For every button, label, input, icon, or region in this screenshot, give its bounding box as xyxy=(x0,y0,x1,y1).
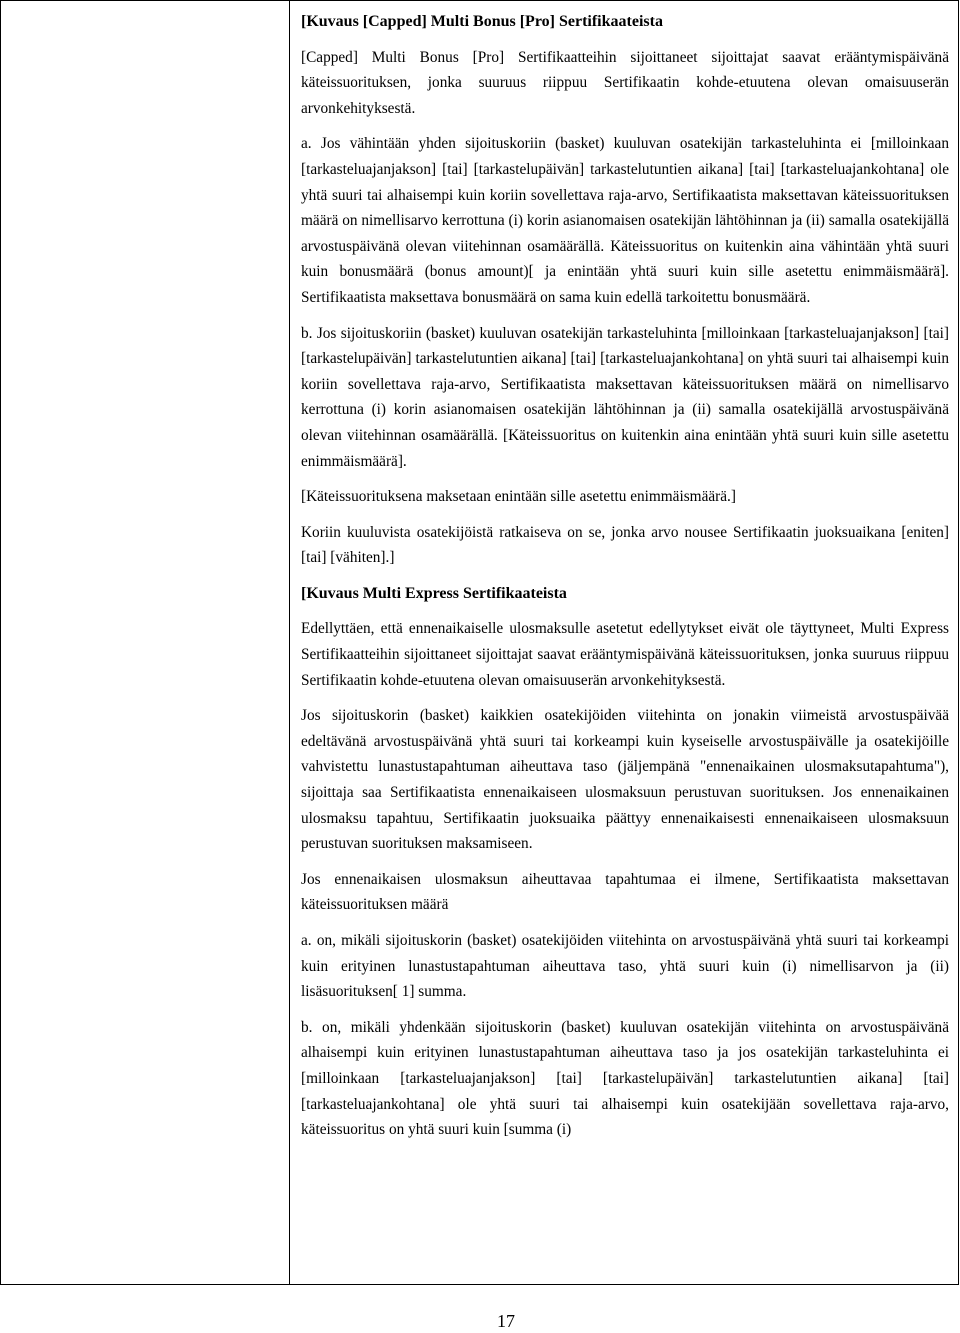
paragraph-express-item-a: a. on, mikäli sijoituskorin (basket) osatekijöiden viitehinta on arvostuspäivänä yhtä suuri tai korkeampi kuin erityinen lunastustapahtuman aiheuttava taso, yhtä suuri kuin (i) nimellisarvon ja (ii) lisäsuorituksen[ 1] summa. xyxy=(301,932,949,1001)
page-number: 17 xyxy=(497,1311,515,1331)
paragraph-decisive-note: Koriin kuuluvista osatekijöistä ratkaiseva on se, jonka arvo nousee Sertifikaatin juoksuaikana [eniten] [tai] [vähiten].] xyxy=(301,523,949,567)
paragraph-intro-multi-express: Edellyttäen, että ennenaikaiselle ulosmaksulle asetetut edellytykset eivät ole täyttyneet, Multi Express Sertifikaatteihin sijoittaneet sijoittajat saavat erääntymispäivänä käteissuorituksen, jonka suuruus riippuu Sertifikaatin kohde-etuutena olevan omaisuuserän arvonkehityksestä. xyxy=(301,620,949,689)
paragraph-express-item-b: b. on, mikäli yhdenkään sijoituskorin (basket) kuuluvan osatekijän viitehinta on arvostuspäivänä alhaisempi kuin erityinen lunastustapahtuman aiheuttava taso ja jos osatekijän tarkasteluhinta ei [milloinkaan [tarkasteluajanjakson] [tai] [tarkastelupäivän] tarkastelutuntien aikana] [tai] [tarkasteluajankohtana] ole yhtä suuri tai alhaisempi kuin osatekijään sovellettava raja-arvo, käteissuoritus on yhtä suuri kuin [summa (i) xyxy=(301,1018,949,1139)
section-heading-multi-bonus: [Kuvaus [Capped] Multi Bonus [Pro] Sertifikaateista xyxy=(301,13,663,30)
content-cell xyxy=(301,9,949,1143)
section-heading-multi-express: [Kuvaus Multi Express Sertifikaateista xyxy=(301,584,567,602)
paragraph-cap-note: [Käteissuorituksena maksetaan enintään sille asetettu enimmäismäärä.] xyxy=(301,488,736,506)
paragraph-early-redemption: Jos sijoituskorin (basket) kaikkien osatekijöiden viitehinta on jonakin viimeistä arvostuspäivää edeltävänä arvostuspäivänä yhtä suuri tai korkeampi kuin kyseiselle arvostuspäivälle ja osatekijöille vahvistettu lunastustapahtuman aiheuttava taso (jäljempänä "ennenaikainen ulosmaksutapahtuma"), sijoittaja saa Sertifikaatista ennenaikaiseen ulosmaksuun perustuvan suorituksen. Jos ennenaikainen ulosmaksu tapahtuu, Sertifikaatin juoksuaika päättyy ennenaikaisesti ennenaikaiseen ulosmaksuun perustuvan suorituksen maksamiseen. xyxy=(301,707,949,853)
paragraph-item-b: b. Jos sijoituskoriin (basket) kuuluvan osatekijän tarkasteluhinta [milloinkaan [tarkasteluajanjakson] [tai] [tarkastelupäivän] tarkastelutuntien aikana] [tai] [tarkasteluajankohtana] on yhtä suuri tai alhaisempi kuin koriin sovellettava raja-arvo, Sertifikaatista maksettavan käteissuorituksen määrä on nimellisarvo kerrottuna (i) korin asianomaisen osatekijän lähtöhinnan ja (ii) samalla osatekijällä arvostuspäivänä olevan viitehinnan osamäärällä. [Käteissuoritus on kuitenkin aina enintään yhtä suuri kuin sille asetettu enimmäismäärä]. xyxy=(301,324,949,470)
paragraph-no-event: Jos ennenaikaisen ulosmaksun aiheuttavaa tapahtumaa ei ilmene, Sertifikaatista maksettavan käteissuorituksen määrä xyxy=(301,870,949,914)
left-column xyxy=(1,1,290,1284)
paragraph-intro-multi-bonus: [Capped] Multi Bonus [Pro] Sertifikaatteihin sijoittaneet sijoittajat saavat erääntymispäivänä käteissuorituksen, jonka suuruus riippuu Sertifikaatin kohde-etuutena olevan omaisuuserän arvonkehityksestä. xyxy=(301,48,949,117)
paragraph-item-a: a. Jos vähintään yhden sijoituskoriin (basket) kuuluvan osatekijän tarkasteluhinta ei [milloinkaan [tarkasteluajanjakson] [tai] [tarkastelupäivän] tarkastelutuntien aikana] [tai] [tarkasteluajankohtana] ole yhtä suuri tai alhaisempi kuin koriin sovellettava raja-arvo, Sertifikaatista maksettavan käteissuorituksen määrä on nimellisarvo kerrottuna (i) korin asianomaisen osatekijän lähtöhinnan ja (ii) samalla osatekijällä arvostuspäivänä olevan viitehinnan osamäärällä. Käteissuoritus on kuitenkin aina vähintään yhtä suuri kuin bonusmäärä (bonus amount)[ ja enintään yhtä suuri kuin sille asetettu enimmäismäärä]. Sertifikaatista maksettava bonusmäärä on sama kuin edellä tarkoitettu bonusmäärä. xyxy=(301,135,949,306)
